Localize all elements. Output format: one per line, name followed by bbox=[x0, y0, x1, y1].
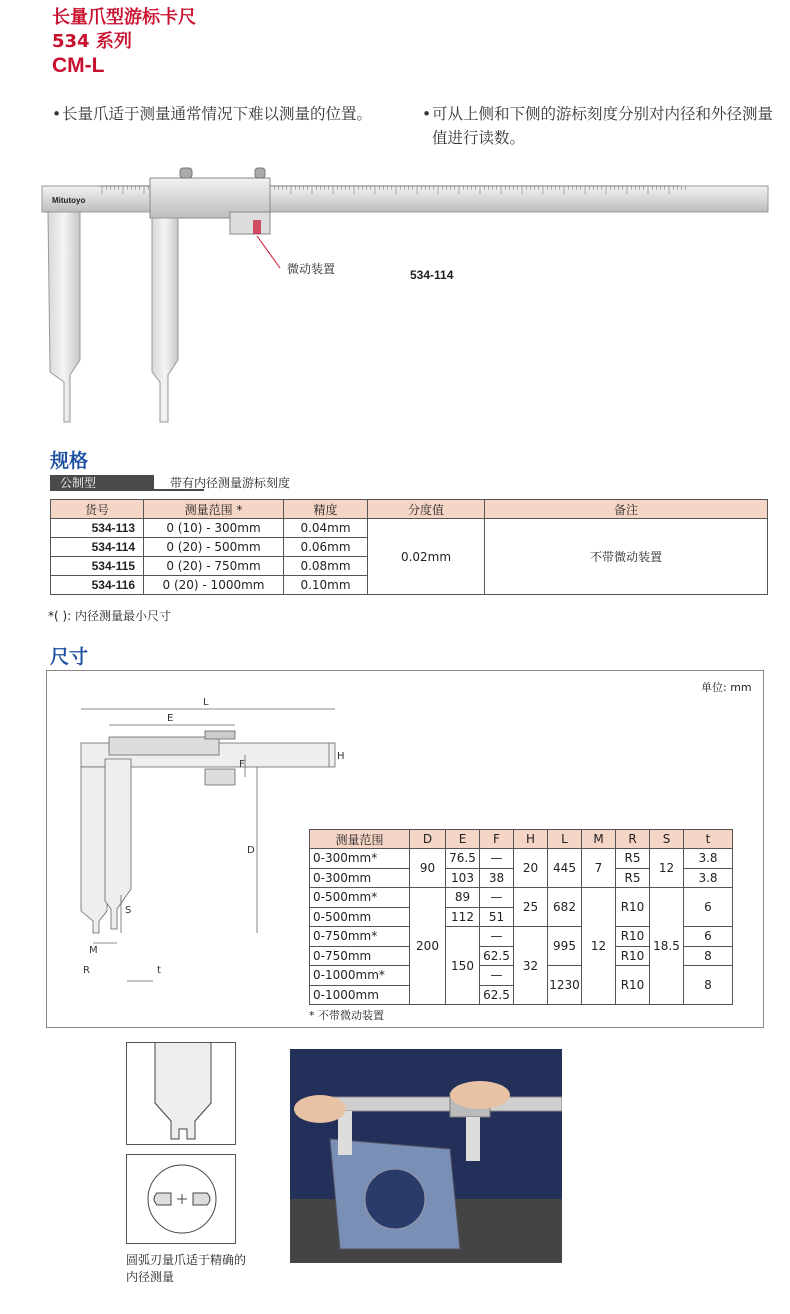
F-cell: 62.5 bbox=[480, 946, 514, 966]
F-cell: 51 bbox=[480, 907, 514, 927]
S-cell: 12 bbox=[650, 849, 684, 888]
D-cell: 200 bbox=[410, 888, 446, 1005]
header-M: M bbox=[582, 830, 616, 849]
dim-E-label: E bbox=[167, 713, 174, 724]
dimension-section-title: 尺寸 bbox=[50, 646, 89, 668]
spec-header-row bbox=[51, 500, 768, 519]
t-cell: 8 bbox=[684, 946, 733, 966]
accuracy-cell: 0.08mm bbox=[284, 557, 368, 576]
range-cell: 0 (20) - 750mm bbox=[144, 557, 284, 576]
range-cell: 0-750mm bbox=[310, 946, 410, 966]
E-cell: 150 bbox=[446, 927, 480, 1005]
H-cell: 25 bbox=[514, 888, 548, 927]
arc-caption bbox=[126, 1252, 246, 1286]
model-line-title: CM-L bbox=[52, 54, 105, 77]
accuracy-cell: 0.06mm bbox=[284, 538, 368, 557]
dim-F-label: F bbox=[239, 759, 245, 770]
fine-adjust-label: 微动装置 bbox=[287, 262, 336, 276]
t-cell: 6 bbox=[684, 927, 733, 947]
model-label: 534-114 bbox=[410, 268, 454, 282]
bullet-dot-icon: • bbox=[52, 105, 62, 123]
R-cell: R5 bbox=[616, 868, 650, 888]
header-E: E bbox=[446, 830, 480, 849]
E-cell: 103 bbox=[446, 868, 480, 888]
L-cell: 682 bbox=[548, 888, 582, 927]
usage-photo bbox=[290, 1049, 562, 1263]
range-cell: 0-500mm* bbox=[310, 888, 410, 908]
range-cell: 0-500mm bbox=[310, 907, 410, 927]
title-block bbox=[52, 6, 196, 78]
L-cell: 445 bbox=[548, 849, 582, 888]
product-title: 长量爪型游标卡尺 bbox=[52, 7, 196, 28]
D-cell: 90 bbox=[410, 849, 446, 888]
caliper-product-image bbox=[40, 160, 770, 425]
dim-S-label: S bbox=[125, 905, 132, 916]
F-cell: — bbox=[480, 888, 514, 908]
accuracy-cell: 0.10mm bbox=[284, 576, 368, 595]
dim-D-label: D bbox=[247, 845, 255, 856]
table-row bbox=[310, 849, 733, 869]
range-cell: 0 (20) - 1000mm bbox=[144, 576, 284, 595]
range-cell: 0-1000mm bbox=[310, 985, 410, 1005]
range-cell: 0-1000mm* bbox=[310, 966, 410, 986]
dimension-header-row bbox=[310, 830, 733, 849]
spec-section-title: 规格 bbox=[50, 450, 89, 472]
tag-note: 带有内径测量游标刻度 bbox=[170, 476, 291, 490]
series-title: 534 系列 bbox=[52, 31, 132, 52]
arc-caption-line: 圆弧刃量爪适于精确的 bbox=[126, 1253, 247, 1267]
brand-logo: Mitutoyo bbox=[52, 196, 86, 205]
metric-tag: 公制型 bbox=[50, 475, 154, 491]
dimension-box bbox=[46, 670, 764, 1028]
t-cell: 3.8 bbox=[684, 868, 733, 888]
t-cell: 8 bbox=[684, 966, 733, 1005]
range-cell: 0-750mm* bbox=[310, 927, 410, 947]
arc-caption-line: 内径测量 bbox=[126, 1270, 175, 1284]
dimension-footnote: * 不带微动装置 bbox=[309, 1009, 384, 1022]
range-cell: 0 (20) - 500mm bbox=[144, 538, 284, 557]
F-cell: 38 bbox=[480, 868, 514, 888]
header-remark: 备注 bbox=[485, 500, 768, 519]
dim-R-label: R bbox=[83, 965, 90, 976]
R-cell: R10 bbox=[616, 946, 650, 966]
product-code: 534-113 bbox=[51, 519, 144, 538]
feature-text: 可从上侧和下侧的游标刻度分别对内径和外径测量值进行读数。 bbox=[432, 105, 774, 147]
dimension-table bbox=[309, 829, 733, 1005]
unit-label: 单位: mm bbox=[701, 681, 752, 694]
H-cell: 32 bbox=[514, 927, 548, 1005]
F-cell: — bbox=[480, 849, 514, 869]
S-cell: 18.5 bbox=[650, 888, 684, 1005]
dim-H-label: H bbox=[337, 751, 345, 762]
product-code: 534-115 bbox=[51, 557, 144, 576]
H-cell: 20 bbox=[514, 849, 548, 888]
L-cell: 995 bbox=[548, 927, 582, 966]
range-cell: 0-300mm bbox=[310, 868, 410, 888]
R-cell: R10 bbox=[616, 888, 650, 927]
bullet-dot-icon: • bbox=[422, 105, 432, 123]
R-cell: R10 bbox=[616, 966, 650, 1005]
table-row bbox=[51, 519, 768, 538]
R-cell: R10 bbox=[616, 927, 650, 947]
header-graduation: 分度值 bbox=[368, 500, 485, 519]
feature-bullet bbox=[52, 102, 412, 126]
header-S: S bbox=[650, 830, 684, 849]
t-cell: 3.8 bbox=[684, 849, 733, 869]
header-H: H bbox=[514, 830, 548, 849]
header-D: D bbox=[410, 830, 446, 849]
product-code: 534-116 bbox=[51, 576, 144, 595]
header-L: L bbox=[548, 830, 582, 849]
feature-text: 长量爪适于测量通常情况下难以测量的位置。 bbox=[62, 105, 373, 123]
graduation-cell: 0.02mm bbox=[368, 519, 485, 595]
feature-bullet bbox=[422, 102, 777, 150]
header-F: F bbox=[480, 830, 514, 849]
t-cell: 6 bbox=[684, 888, 733, 927]
metric-tag-row bbox=[50, 475, 768, 491]
dim-M-label: M bbox=[89, 945, 98, 956]
header-range: 测量范围 bbox=[310, 830, 410, 849]
dim-L-label: L bbox=[203, 697, 209, 708]
header-t: t bbox=[684, 830, 733, 849]
R-cell: R5 bbox=[616, 849, 650, 869]
F-cell: — bbox=[480, 927, 514, 947]
L-cell: 1230 bbox=[548, 966, 582, 1005]
M-cell: 7 bbox=[582, 849, 616, 888]
range-cell: 0 (10) - 300mm bbox=[144, 519, 284, 538]
arc-jaw-detail-image bbox=[126, 1154, 236, 1244]
header-range: 测量范围 * bbox=[144, 500, 284, 519]
header-R: R bbox=[616, 830, 650, 849]
table-row bbox=[310, 888, 733, 908]
F-cell: 62.5 bbox=[480, 985, 514, 1005]
E-cell: 112 bbox=[446, 907, 480, 927]
dim-t-label: t bbox=[157, 965, 161, 976]
range-cell: 0-300mm* bbox=[310, 849, 410, 869]
E-cell: 76.5 bbox=[446, 849, 480, 869]
accuracy-cell: 0.04mm bbox=[284, 519, 368, 538]
spec-footnote: *( ): 内径测量最小尺寸 bbox=[48, 609, 172, 623]
remark-cell: 不带微动装置 bbox=[485, 519, 768, 595]
spec-table bbox=[50, 499, 768, 595]
header-code: 货号 bbox=[51, 500, 144, 519]
E-cell: 89 bbox=[446, 888, 480, 908]
header-accuracy: 精度 bbox=[284, 500, 368, 519]
F-cell: — bbox=[480, 966, 514, 986]
jaw-detail-image bbox=[126, 1042, 236, 1145]
product-code: 534-114 bbox=[51, 538, 144, 557]
M-cell: 12 bbox=[582, 888, 616, 1005]
